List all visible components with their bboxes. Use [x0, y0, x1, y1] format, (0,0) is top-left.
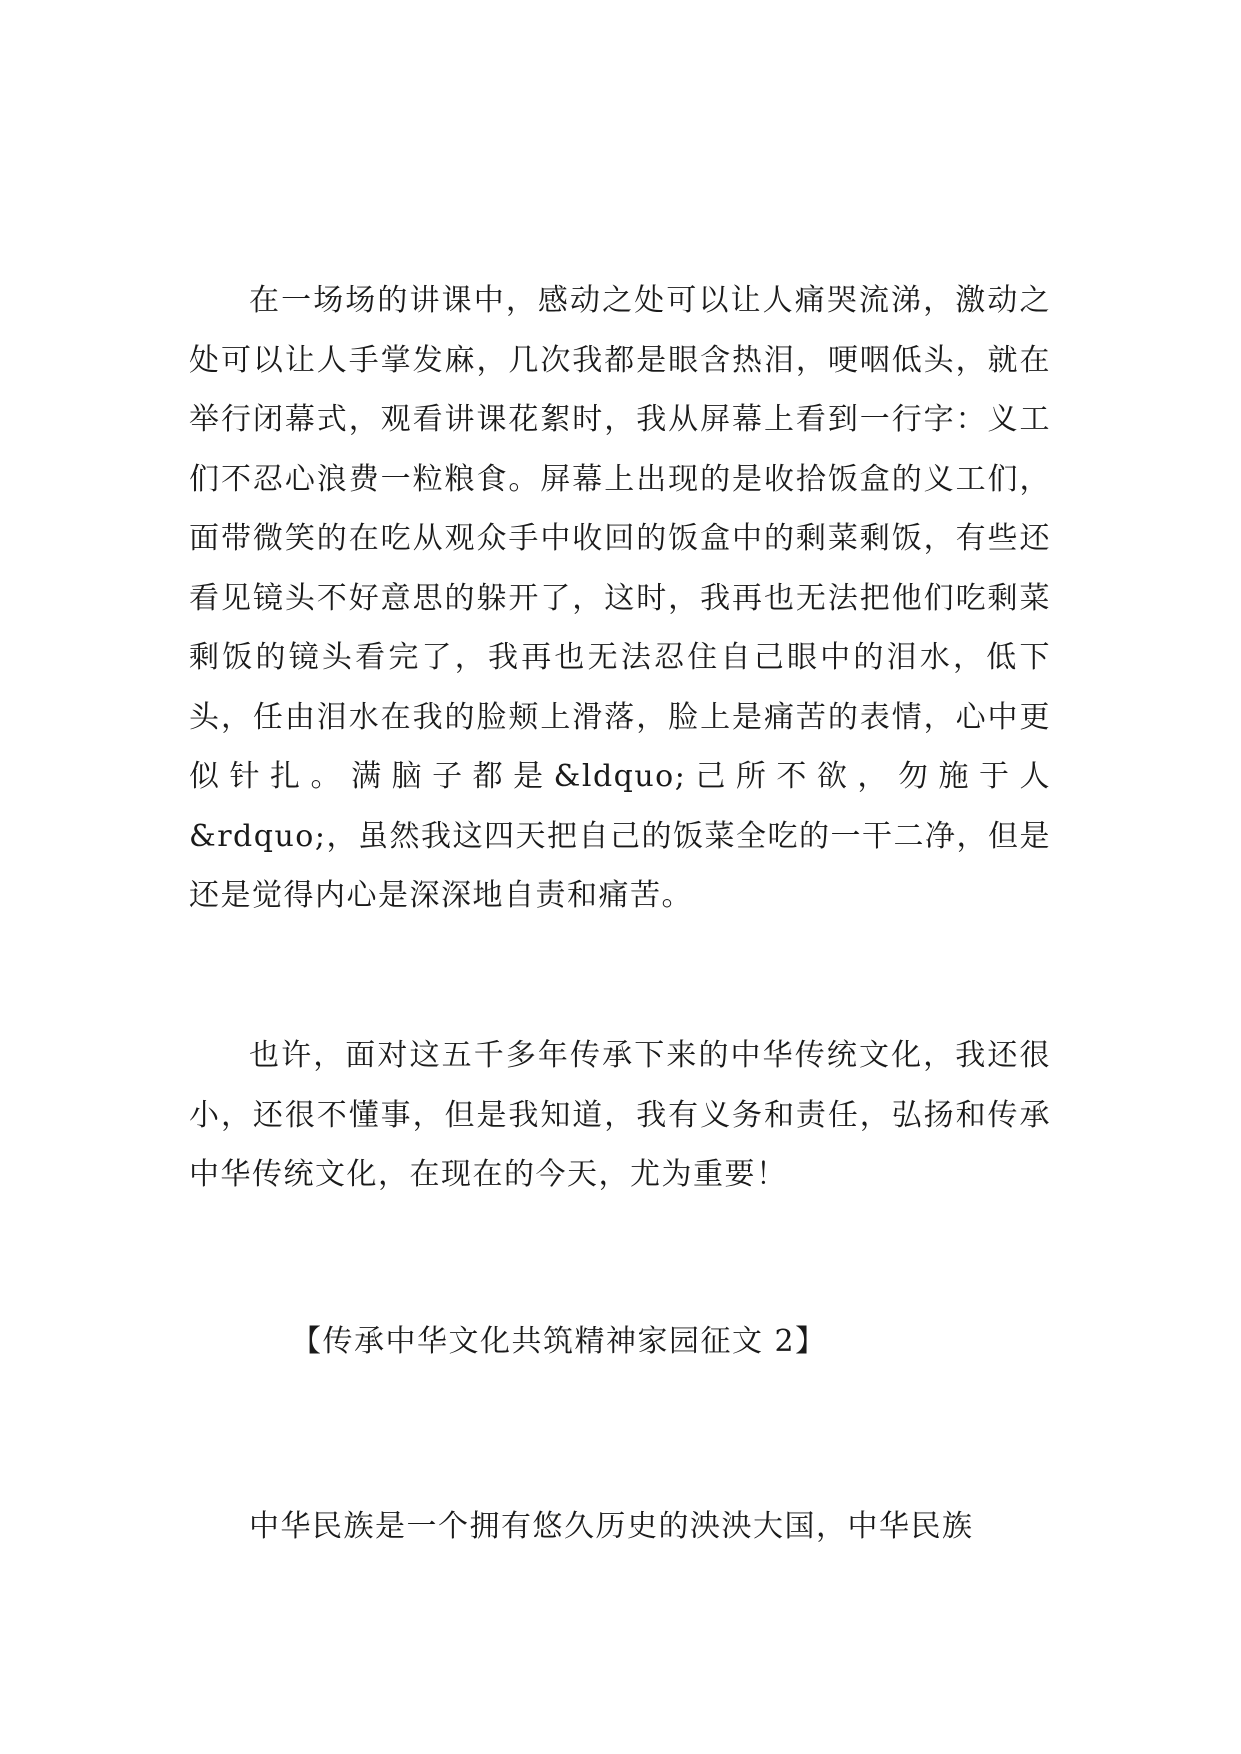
- body-paragraph-3: 中华民族是一个拥有悠久历史的泱泱大国，中华民族: [249, 1509, 974, 1544]
- section-heading: 【传承中华文化共筑精神家园征文 2】: [291, 1324, 827, 1359]
- body-paragraph-2: 也许，面对这五千多年传承下来的中华传统文化，我还很小，还很不懂事，但是我知道，我有义务和责任，弘扬和传承中华传统文化，在现在的今天，尤为重要！: [189, 1038, 1051, 1192]
- body-paragraph-1: 在一场场的讲课中，感动之处可以让人痛哭流涕，激动之处可以让人手掌发麻，几次我都是眼含热泪，哽咽低头，就在举行闭幕式，观看讲课花絮时，我从屏幕上看到一行字：义工们不忍心浪费一粒粮食。屏幕上出现的是收拾饭盒的义工们，面带微笑的在吃从观众手中收回的饭盒中的剩菜剩饭，有些还看见镜头不好意思的躲开了，这时，我再也无法把他们吃剩菜剩饭的镜头看完了，我再也无法忍住自己眼中的泪水，低下头，任由泪水在我的脸颊上滑落，脸上是痛苦的表情，心中更似针扎。满脑子都是&ldquo;己所不欲，勿施于人&rdquo;，虽然我这四天把自己的饭菜全吃的一干二净，但是还是觉得内心是深深地自责和痛苦。: [189, 283, 1051, 913]
